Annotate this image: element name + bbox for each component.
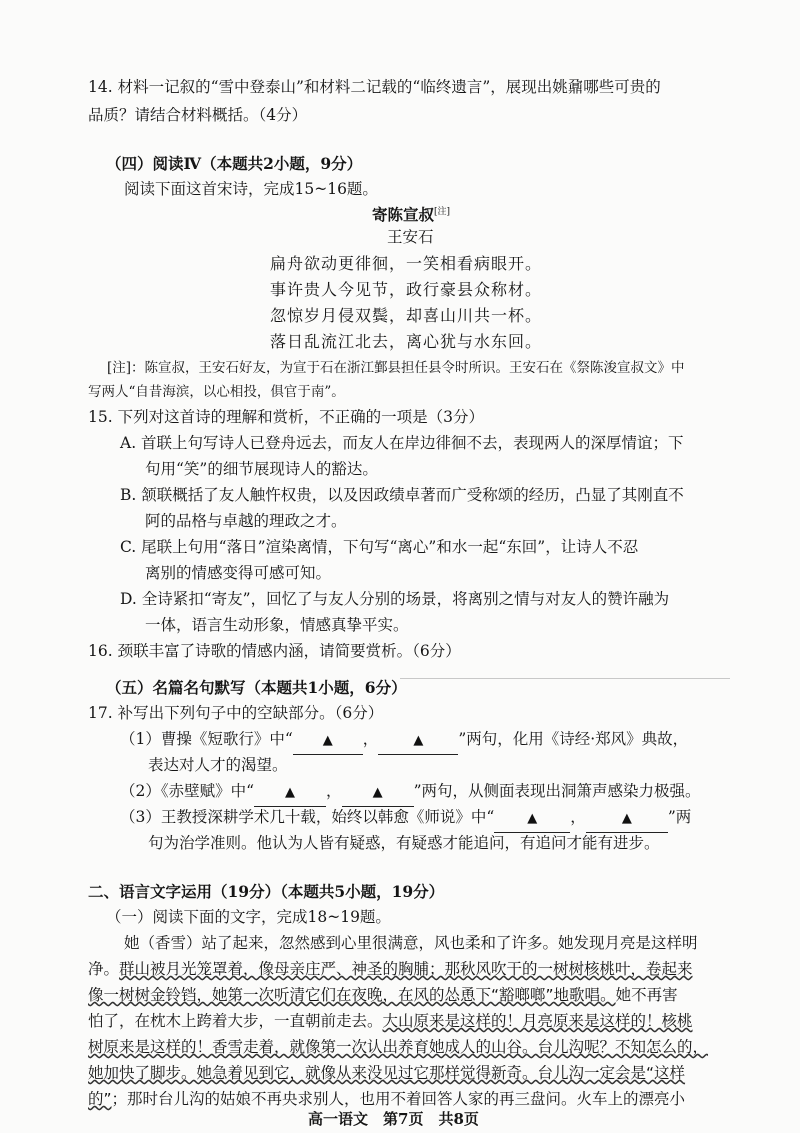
blank-3a[interactable]: ▲ [494, 805, 570, 833]
passage-line-4 [88, 1008, 693, 1035]
poem-title-note-marker: [注] [434, 207, 451, 217]
section-5-heading: （五）名篇名句默写（本题共1小题，6分） [106, 678, 407, 697]
item3-suffix: ”两 [667, 808, 692, 826]
blank-2b[interactable]: ▲ [342, 779, 414, 807]
option-d-line2: 一体，语言生动形象，情感真挚平实。 [145, 616, 409, 634]
question-17-item-3-line2: 句为治学准则。他认为人皆有疑惑，有疑惑才能追问，有追问才能有进步。 [148, 834, 660, 852]
passage-line-6: 她加快了脚步。她急着见到它，就像从来没见过它那样觉得新奇。台儿沟一定会是“这样 [88, 1064, 686, 1082]
blank-2a[interactable]: ▲ [254, 779, 326, 807]
question-17-stem: 17. 补写出下列句子中的空缺部分。（6分） [88, 704, 384, 722]
passage-line-4a: 怕了，在枕木上跨着大步，一直朝前走去。 [88, 1012, 383, 1030]
item1-prefix: （1）曹操《短歌行》中“ [120, 730, 293, 748]
part-2-heading: 二、语言文字运用（19分）（本题共5小题，19分） [88, 882, 445, 901]
blank-1b[interactable]: ▲ [378, 727, 458, 755]
blank-1a[interactable]: ▲ [293, 727, 363, 755]
passage-line-3b: 她不再害 [615, 986, 678, 1004]
item2-prefix: （2）《赤壁赋》中“ [120, 782, 255, 800]
passage-line-7b: ；那时台儿沟的姑娘不再央求别人，也用不着回答人家的再三盘问。火车上的漂亮小 [111, 1090, 686, 1108]
poem-line-1: 扁舟欲动更徘徊，一笑相看病眼开。 [270, 254, 543, 273]
poem-line-3: 忽惊岁月侵双鬓，却喜山川共一杯。 [270, 306, 543, 325]
item1-sep: ， [362, 730, 379, 748]
question-17-item-3 [120, 804, 691, 833]
question-15-stem: 15. 下列对这首诗的理解和赏析，不正确的一项是（3分） [88, 408, 484, 426]
option-a-line1: A. 首联上句写诗人已登舟远去，而友人在岸边徘徊不去，表现两人的深厚情谊；下 [120, 434, 684, 452]
blank-3b[interactable]: ▲ [586, 805, 668, 833]
option-c-line2: 离别的情感变得可感可知。 [145, 564, 332, 582]
question-17-item-1 [120, 726, 688, 755]
option-b-line2: 阿的品格与卓越的理政之才。 [145, 512, 347, 530]
option-a-line2: 句用“笑”的细节展现诗人的豁达。 [145, 460, 378, 478]
question-14-line1: 14. 材料一记叙的“雪中登泰山”和材料二记载的“临终遗言”，展现出姚鼐哪些可贵的 [88, 78, 661, 96]
divider [400, 678, 730, 679]
passage-underlined-2: 像一树树金铃铛，她第一次听清它们在夜晚，在风的怂恿下“豁啷啷”地歌唱。 [88, 986, 616, 1004]
option-d-line1: D. 全诗紧扣“寄友”，回忆了与友人分别的场景，将离别之情与对友人的赞许融为 [120, 590, 670, 608]
poem-note-line1: [注]：陈宣叔，王安石好友，为宣于石在浙江鄞县担任县令时所识。王安石在《祭陈浚宣叔文》中 [107, 360, 685, 376]
item1-suffix: ”两句，化用《诗经·郑风》典故， [458, 730, 689, 748]
section-4-heading: （四）阅读Ⅳ（本题共2小题，9分） [106, 154, 363, 173]
item3-sep: ， [570, 808, 586, 826]
passage-line-1: 她（香雪）站了起来，忽然感到心里很满意，风也柔和了许多。她发现月亮是这样明 [124, 934, 698, 952]
page-footer: 高一语文 第7页 共8页 [308, 1110, 479, 1128]
question-16: 16. 颈联丰富了诗歌的情感内涵，请简要赏析。（6分） [88, 642, 461, 660]
passage-line-5: 树原来是这样的！香雪走着，就像第一次认出养育她成人的山谷。台儿沟呢？不知怎么的， [88, 1038, 709, 1056]
passage-underlined-3: 大山原来是这样的！月亮原来是这样的！核桃 [382, 1012, 693, 1030]
option-b-line1: B. 颔联概括了友人触忤权贵，以及因政绩卓著而广受称颂的经历，凸显了其刚直不 [120, 486, 684, 504]
passage-line-2a: 净。 [88, 960, 120, 978]
passage-underlined-1: 群山被月光笼罩着，像母亲庄严、神圣的胸脯；那秋风吹干的一树树核桃叶，卷起来 [119, 960, 693, 978]
passage-line-2 [88, 956, 693, 983]
poem-line-2: 事许贵人今见节，政行豪县众称材。 [270, 280, 543, 299]
question-14-line2: 品质？请结合材料概括。（4分） [88, 106, 308, 124]
passage-line-3 [88, 982, 678, 1009]
poem-author: 王安石 [387, 228, 434, 246]
question-17-item-2 [120, 778, 701, 807]
poem-line-4: 落日乱流江北去，离心犹与水东回。 [270, 332, 543, 351]
poem-note-line2: 写两人“自昔海滨，以心相投，俱官于南”。 [88, 384, 345, 400]
item2-suffix: ”两句，从侧面表现出洞箫声感染力极强。 [413, 782, 701, 800]
option-c-line1: C. 尾联上句用“落日”渲染离情，下句写“离心”和水一起“东回”，让诗人不忍 [120, 538, 639, 556]
passage-underlined-4: 的” [88, 1090, 112, 1108]
item2-sep: ， [326, 782, 342, 800]
section-4-intro: 阅读下面这首宋诗，完成15~16题。 [124, 180, 378, 198]
poem-title-text: 寄陈宣叔 [372, 205, 435, 225]
question-17-item-1-line2: 表达对人才的渴望。 [148, 756, 288, 774]
item3-prefix: （3）王教授深耕学术几十载，始终以韩愈《师说》中“ [120, 808, 495, 826]
part-2-subheading: （一）阅读下面的文字，完成18~19题。 [106, 908, 391, 926]
